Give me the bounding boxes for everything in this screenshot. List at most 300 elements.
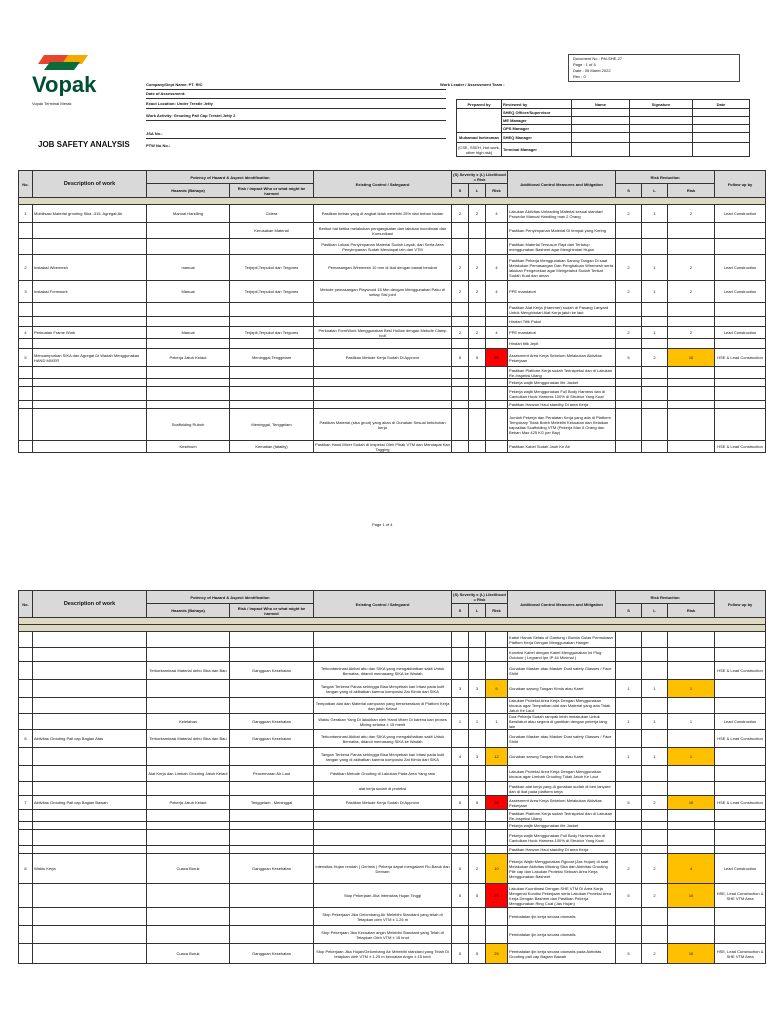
row-number: [19, 367, 33, 379]
risk-score: [486, 409, 508, 441]
reduced-s: [616, 730, 642, 748]
additional-control: Pastikan Hanzun Haul standby Di area Kerja: [508, 846, 616, 854]
risk-impact: Pencemaran Air Laut: [230, 766, 314, 782]
risk-impact: Kematian (fatality): [230, 441, 314, 453]
work-description: [33, 379, 147, 387]
work-leader: Work Leader / Assessment Team :: [440, 82, 505, 87]
table-row: [19, 662, 766, 680]
severity-s: [452, 441, 469, 453]
reduced-l: 1: [642, 205, 668, 223]
follow-up-by: Lead Construction: [715, 281, 766, 303]
reduced-risk: [668, 223, 715, 239]
row-number: [19, 387, 33, 401]
risk-score: [486, 303, 508, 317]
reduced-s: [616, 648, 642, 662]
reduced-l: [642, 317, 668, 327]
additional-control: Pembatalan ijin kerja secara otomatis: [508, 908, 616, 926]
likelihood-l: 1: [469, 714, 486, 730]
reduced-l: 2: [642, 796, 668, 810]
risk-score: 1: [486, 714, 508, 730]
risk-score: [486, 441, 508, 453]
likelihood-l: 2: [469, 205, 486, 223]
reduced-risk: 4: [668, 854, 715, 884]
likelihood-l: [469, 648, 486, 662]
col-rr-s: S: [616, 184, 642, 198]
risk-impact: Terjepit,Terpukul dan Tergores: [230, 281, 314, 303]
additional-control: Gunakan sarung Tangan Kimia atau Karet: [508, 748, 616, 766]
col-risk-reduction: Risk Reduction: [616, 171, 715, 184]
follow-up-by: Lead Construction: [715, 854, 766, 884]
reduced-s: [616, 846, 642, 854]
reduced-risk: [668, 846, 715, 854]
existing-control: Stop Pekerjaan Jika Kecuatan angin Melebihi Standard yang Telah di Tetapkan Oleh VTM ± 15 knot: [314, 926, 452, 944]
work-description: Aktivitas Grouting Pail cap Bagian Bawah: [33, 796, 147, 810]
severity-s: [452, 730, 469, 748]
work-description: Perkuatan Frame Work: [33, 327, 147, 339]
existing-control: [314, 387, 452, 401]
reduced-risk: [668, 317, 715, 327]
hazard: [147, 339, 230, 349]
col-additional: Additional Control Measures and Mitigation: [508, 171, 616, 198]
existing-control: [314, 648, 452, 662]
risk-score: [486, 239, 508, 255]
date-col-label: Date: [693, 100, 750, 109]
hazard: Pekerja Jatuh Kelaut: [147, 796, 230, 810]
rev-info: Rev : 0: [573, 74, 586, 79]
reduced-s: [616, 387, 642, 401]
likelihood-l: 5: [469, 884, 486, 908]
row-number: [19, 810, 33, 822]
severity-s: 2: [452, 205, 469, 223]
hazard: Scaffolding Rubuh: [147, 409, 230, 441]
follow-up-by: [715, 401, 766, 409]
work-description: [33, 339, 147, 349]
reduced-risk: [668, 367, 715, 379]
likelihood-l: 5: [469, 349, 486, 367]
risk-score: [486, 810, 508, 822]
risk-impact: [230, 830, 314, 846]
work-description: [33, 908, 147, 926]
reduced-l: [642, 810, 668, 822]
existing-control: [314, 632, 452, 648]
reduced-s: [616, 379, 642, 387]
existing-control: alat kerja sudah di proteksi: [314, 782, 452, 796]
row-number: [19, 401, 33, 409]
row-number: [19, 846, 33, 854]
existing-control: [314, 367, 452, 379]
col-rr-l: L: [642, 184, 668, 198]
existing-control: Perkuatan FormWork Menggunakan Besi Hollow dengan Metode Clamp bolt: [314, 327, 452, 339]
reduced-s: [616, 317, 642, 327]
reduced-l: [642, 846, 668, 854]
reduced-s: [616, 822, 642, 830]
risk-score: [486, 908, 508, 926]
reduced-l: 2: [642, 854, 668, 884]
likelihood-l: 3: [469, 748, 486, 766]
severity-s: 5: [452, 796, 469, 810]
reduced-l: [642, 367, 668, 379]
additional-control: Pekerja wajib Menggunakan Full Body Harness dan di Cantolkan Hook Harness 100% di Struktur Yang Kuat: [508, 830, 616, 846]
hazard: [147, 748, 230, 766]
follow-up-by: Lead Construction: [715, 714, 766, 730]
reduced-risk: 10: [668, 944, 715, 964]
reduced-s: [616, 810, 642, 822]
follow-up-by: [715, 223, 766, 239]
document-no: Document No : PM-SHE-27: [573, 56, 623, 61]
severity-s: [452, 782, 469, 796]
col-no: No.: [19, 591, 33, 618]
reviewer-4: Terminal Manager: [502, 143, 572, 157]
table-row: [19, 854, 766, 884]
table-row: [19, 680, 766, 698]
additional-control: Dua Pekerja Sudah rampak lebih melakukan Untuk Bersilaturi atau segera di gantikan dengan pekerja lang lain: [508, 714, 616, 730]
likelihood-l: 5: [469, 944, 486, 964]
reduced-risk: [668, 339, 715, 349]
risk-impact: [230, 846, 314, 854]
risk-impact: [230, 317, 314, 327]
col-s: S: [452, 184, 469, 198]
work-description: [33, 766, 147, 782]
work-description: [33, 441, 147, 453]
existing-control: Waktu Gerakan Yang Di lakukkan oleh Hand Mixer Di karena kan proses Mixing selama ± 15 menit: [314, 714, 452, 730]
reduced-l: [642, 632, 668, 648]
likelihood-l: [469, 782, 486, 796]
follow-up-by: HSE, Lead Construction & SHE VTM Area: [715, 944, 766, 964]
row-number: [19, 339, 33, 349]
additional-control: Pekerja wajib Menggunakan life Jacket: [508, 379, 616, 387]
follow-up-by: [715, 680, 766, 698]
reduced-l: 2: [642, 884, 668, 908]
hazard: [147, 782, 230, 796]
risk-impact: Gangguan Kesehatan: [230, 714, 314, 730]
work-description: [33, 810, 147, 822]
existing-control: [314, 830, 452, 846]
table-row: [19, 714, 766, 730]
reduced-risk: [668, 822, 715, 830]
existing-control: [314, 303, 452, 317]
follow-up-by: [715, 810, 766, 822]
work-description: [33, 714, 147, 730]
table-row: [19, 223, 766, 239]
severity-s: 4: [452, 748, 469, 766]
col-rr-l: L: [642, 604, 668, 618]
col-hazards: Hazards (Bahaya): [147, 184, 230, 198]
row-number: [19, 926, 33, 944]
reduced-risk: 10: [668, 796, 715, 810]
risk-impact: [230, 339, 314, 349]
risk-impact: [230, 810, 314, 822]
reviewer-0: SHEQ Officer/Supervisor: [502, 109, 572, 117]
likelihood-l: 2: [469, 327, 486, 339]
existing-control: Tempatkan alat dan Material campuran yang berseserakan di Platfom Kerja dan jatuh Kelaut: [314, 698, 452, 714]
reduced-risk: [668, 730, 715, 748]
risk-score: 4: [486, 255, 508, 281]
risk-impact: Tenggelam , Meninggal: [230, 796, 314, 810]
severity-s: 2: [452, 327, 469, 339]
work-description: [33, 680, 147, 698]
follow-up-by: [715, 387, 766, 401]
risk-score: 9: [486, 680, 508, 698]
additional-control: Pastikan Pekerja Menggunakan Sarung Tangan Di saat Melakukan Pemasangan Dan Penghaluan Wiremesh serta lakukan Pengecekan agar Mengetahui Sudah Terikat Sudah Kuat dan aman: [508, 255, 616, 281]
likelihood-l: [469, 223, 486, 239]
row-number: 2: [19, 255, 33, 281]
reduced-risk: [668, 698, 715, 714]
existing-control: Intensitas Hujan rendah ( Gerimis ) Pekerja dapat mengalami Flu,Batuk dan Demam: [314, 854, 452, 884]
severity-s: [452, 648, 469, 662]
reduced-risk: [668, 441, 715, 453]
risk-score: [486, 339, 508, 349]
reduced-l: [642, 830, 668, 846]
table-row: [19, 317, 766, 327]
likelihood-l: [469, 632, 486, 648]
row-number: 4: [19, 327, 33, 339]
col-additional: Additional Control Measures and Mitigation: [508, 591, 616, 618]
severity-s: [452, 223, 469, 239]
severity-s: 2: [452, 255, 469, 281]
risk-score: 25: [486, 796, 508, 810]
col-risk-reduction: Risk Reduction: [616, 591, 715, 604]
hazard: Kelelahan: [147, 714, 230, 730]
risk-score: [486, 367, 508, 379]
row-number: 6: [19, 730, 33, 748]
additional-control: Hindari titik Jepit: [508, 339, 616, 349]
work-description: Aktivitas Grouting Pail cap Bagian Atas: [33, 730, 147, 748]
work-description: [33, 387, 147, 401]
reduced-risk: 2: [668, 255, 715, 281]
ptw-no: PTW No No.:: [146, 143, 171, 148]
hazard: [147, 239, 230, 255]
table-row: [19, 387, 766, 401]
hazard: [147, 830, 230, 846]
severity-s: [452, 317, 469, 327]
preparer-name: Muhamad Isebroman: [457, 133, 502, 143]
existing-control: Pastikan Metode Kerja Sudah Di Approve: [314, 349, 452, 367]
reduced-s: [616, 698, 642, 714]
additional-control: Hindari Titik Pukul: [508, 317, 616, 327]
table-row: [19, 796, 766, 810]
reduced-risk: [668, 662, 715, 680]
risk-impact: [230, 908, 314, 926]
row-number: [19, 782, 33, 796]
likelihood-l: [469, 317, 486, 327]
additional-control: Lakukan Proteksi Area Kerja Dengan Menggunakan khusus agar Tempatkan alat dan Material yang ada Tidak Jatuh Ke Laut: [508, 698, 616, 714]
additional-control: Pastikan Alat Kerja (Hammer) sudah di Pasang Lanyard Untuk Menghindari Alat Kerja jatuh ke laut: [508, 303, 616, 317]
severity-s: 1: [452, 714, 469, 730]
col-severity: (S) Severity x (L) Likelihood = Risk: [453, 172, 506, 182]
risk-impact: [230, 884, 314, 908]
follow-up-by: [715, 379, 766, 387]
reduced-risk: [668, 239, 715, 255]
follow-up-by: Lead Construction: [715, 255, 766, 281]
existing-control: Stop Pekerjaan Jika Intensitas Hujan Tinggi: [314, 884, 452, 908]
follow-up-by: [715, 698, 766, 714]
follow-up-by: Lead Construction: [715, 205, 766, 223]
severity-s: [452, 662, 469, 680]
additional-control: Jumlah Pekerja dan Peralatan Kerja yang ada di Platform Temporary Tidak Boleh Melebihi Kekuatan dan Kelaikan kapasitas Scaffolding VTM (Pekerja Max 6 Orang dan Beban Max 425 KG per Bay): [508, 409, 616, 441]
table-row: [19, 632, 766, 648]
reduced-risk: [668, 830, 715, 846]
severity-s: [452, 339, 469, 349]
reduced-s: 5: [616, 944, 642, 964]
reduced-s: 1: [616, 680, 642, 698]
reduced-l: [642, 401, 668, 409]
additional-control: Gunakan sarung Tangan Kimia atau Karet: [508, 680, 616, 698]
table-row: [19, 349, 766, 367]
col-follow-up: Follow up by: [715, 591, 766, 618]
hazard: Pekerja Jatuh Kelaut: [147, 349, 230, 367]
col-follow-up: Follow up by: [715, 171, 766, 198]
reduced-s: [616, 766, 642, 782]
row-number: 5: [19, 349, 33, 367]
row-number: [19, 379, 33, 387]
existing-control: Tangan Terkena Panas sehingga Bisa Menyebab kan Iritasi pada kulit tangan yang di akibatkan karena komposisi Zat Kimia dari SIKA: [314, 680, 452, 698]
severity-s: 5: [452, 944, 469, 964]
follow-up-by: [715, 748, 766, 766]
row-number: [19, 441, 33, 453]
reduced-s: [616, 441, 642, 453]
table-row: [19, 648, 766, 662]
severity-s: [452, 409, 469, 441]
hazard: [147, 317, 230, 327]
reduced-risk: 10: [668, 349, 715, 367]
additional-control: Assesment Area Kerja Sebelum Melakukan Aktivitas Pekerjaan: [508, 796, 616, 810]
reduced-risk: [668, 782, 715, 796]
work-activity: Work Activity: Grouting Pail Cap Trestel Jetty 2: [146, 113, 236, 118]
risk-score: [486, 782, 508, 796]
col-risk: Risk: [486, 184, 508, 198]
reduced-l: [642, 223, 668, 239]
row-number: [19, 648, 33, 662]
row-number: 8: [19, 854, 33, 884]
likelihood-l: [469, 822, 486, 830]
existing-control: [314, 317, 452, 327]
work-description: Waktu Kerja: [33, 854, 147, 884]
likelihood-l: 2: [469, 281, 486, 303]
work-description: Instalasi Wiremesh: [33, 255, 147, 281]
existing-control: [314, 379, 452, 387]
likelihood-l: [469, 239, 486, 255]
reduced-s: [616, 367, 642, 379]
table-row: [19, 327, 766, 339]
likelihood-l: [469, 409, 486, 441]
reduced-l: [642, 766, 668, 782]
likelihood-l: [469, 846, 486, 854]
reduced-l: 1: [642, 714, 668, 730]
reduced-s: 5: [616, 349, 642, 367]
reduced-s: [616, 303, 642, 317]
col-potency: Potency of Hazard & Aspect Identification: [147, 171, 314, 184]
severity-s: 2: [452, 281, 469, 303]
row-number: 1: [19, 205, 33, 223]
col-existing-control: Existing Control / Safeguard: [314, 171, 452, 198]
follow-up-by: Lead Construction: [715, 327, 766, 339]
existing-control: Pastikan Material (sika grout) yang akan di Gunakan Sesuai kebutuhan kerja: [314, 409, 452, 441]
table-row: [19, 339, 766, 349]
work-description: [33, 409, 147, 441]
risk-impact: [230, 822, 314, 830]
hazard: Terkontaminasi Material debu Sika dan Bau: [147, 730, 230, 748]
severity-s: [452, 379, 469, 387]
follow-up-by: HSE & Lead Construction: [715, 441, 766, 453]
risk-impact: [230, 387, 314, 401]
reduced-risk: [668, 401, 715, 409]
reduced-s: [616, 401, 642, 409]
likelihood-l: [469, 926, 486, 944]
row-number: 7: [19, 796, 33, 810]
reduced-l: [642, 908, 668, 926]
table-row: [19, 748, 766, 766]
likelihood-l: 5: [469, 796, 486, 810]
likelihood-l: [469, 908, 486, 926]
hazard: Manual: [147, 281, 230, 303]
reduced-s: [616, 239, 642, 255]
row-number: [19, 698, 33, 714]
existing-control: [314, 401, 452, 409]
table-row: [19, 822, 766, 830]
reduced-s: 2: [616, 854, 642, 884]
hazard: [147, 223, 230, 239]
follow-up-by: [715, 409, 766, 441]
work-description: [33, 401, 147, 409]
table-row: [19, 810, 766, 822]
additional-control: Pembatalan ijin kerja secara otomatis pada Aktivitas Grouting pail cap Bagian Bawah: [508, 944, 616, 964]
hazard: [147, 884, 230, 908]
risk-score: [486, 846, 508, 854]
row-number: [19, 680, 33, 698]
additional-control: Assesment Area Kerja Sebelum Melakukan Aktivitas Pekerjaan: [508, 349, 616, 367]
reduced-risk: [668, 379, 715, 387]
jsa-no: JSA No.:: [146, 131, 163, 136]
risk-score: [486, 698, 508, 714]
severity-s: [452, 303, 469, 317]
follow-up-by: [715, 926, 766, 944]
table-row: [19, 830, 766, 846]
risk-impact: Gangguan Kesehatan: [230, 730, 314, 748]
severity-s: 5: [452, 854, 469, 884]
table-row: [19, 379, 766, 387]
likelihood-l: [469, 766, 486, 782]
table-row: [19, 409, 766, 441]
hazard: [147, 926, 230, 944]
risk-score: [486, 379, 508, 387]
reduced-l: [642, 730, 668, 748]
risk-impact: [230, 698, 314, 714]
additional-control: Pastikan Hanzun Haul standby Di area Kerja: [508, 401, 616, 409]
risk-score: 25: [486, 884, 508, 908]
risk-impact: Meninggal, Tenggelam: [230, 409, 314, 441]
row-number: [19, 239, 33, 255]
work-description: [33, 830, 147, 846]
existing-control: [314, 339, 452, 349]
table-row: [19, 205, 766, 223]
reduced-risk: [668, 632, 715, 648]
reduced-l: [642, 698, 668, 714]
reviewer-2: OPS Manager: [502, 125, 572, 133]
reduced-l: [642, 648, 668, 662]
likelihood-l: [469, 339, 486, 349]
reduced-s: [616, 782, 642, 796]
risk-impact: Terjepit,Terpukul dan Tergores: [230, 327, 314, 339]
work-description: [33, 317, 147, 327]
row-number: [19, 714, 33, 730]
row-number: [19, 409, 33, 441]
jsa-table-page-2: [18, 590, 766, 964]
risk-impact: Gangguan Kesehatan: [230, 662, 314, 680]
severity-s: [452, 830, 469, 846]
risk-impact: Cidera: [230, 205, 314, 223]
table-row: [19, 401, 766, 409]
preparer-note: (CSE, SSEH, Hot work, other high risk): [458, 144, 500, 155]
